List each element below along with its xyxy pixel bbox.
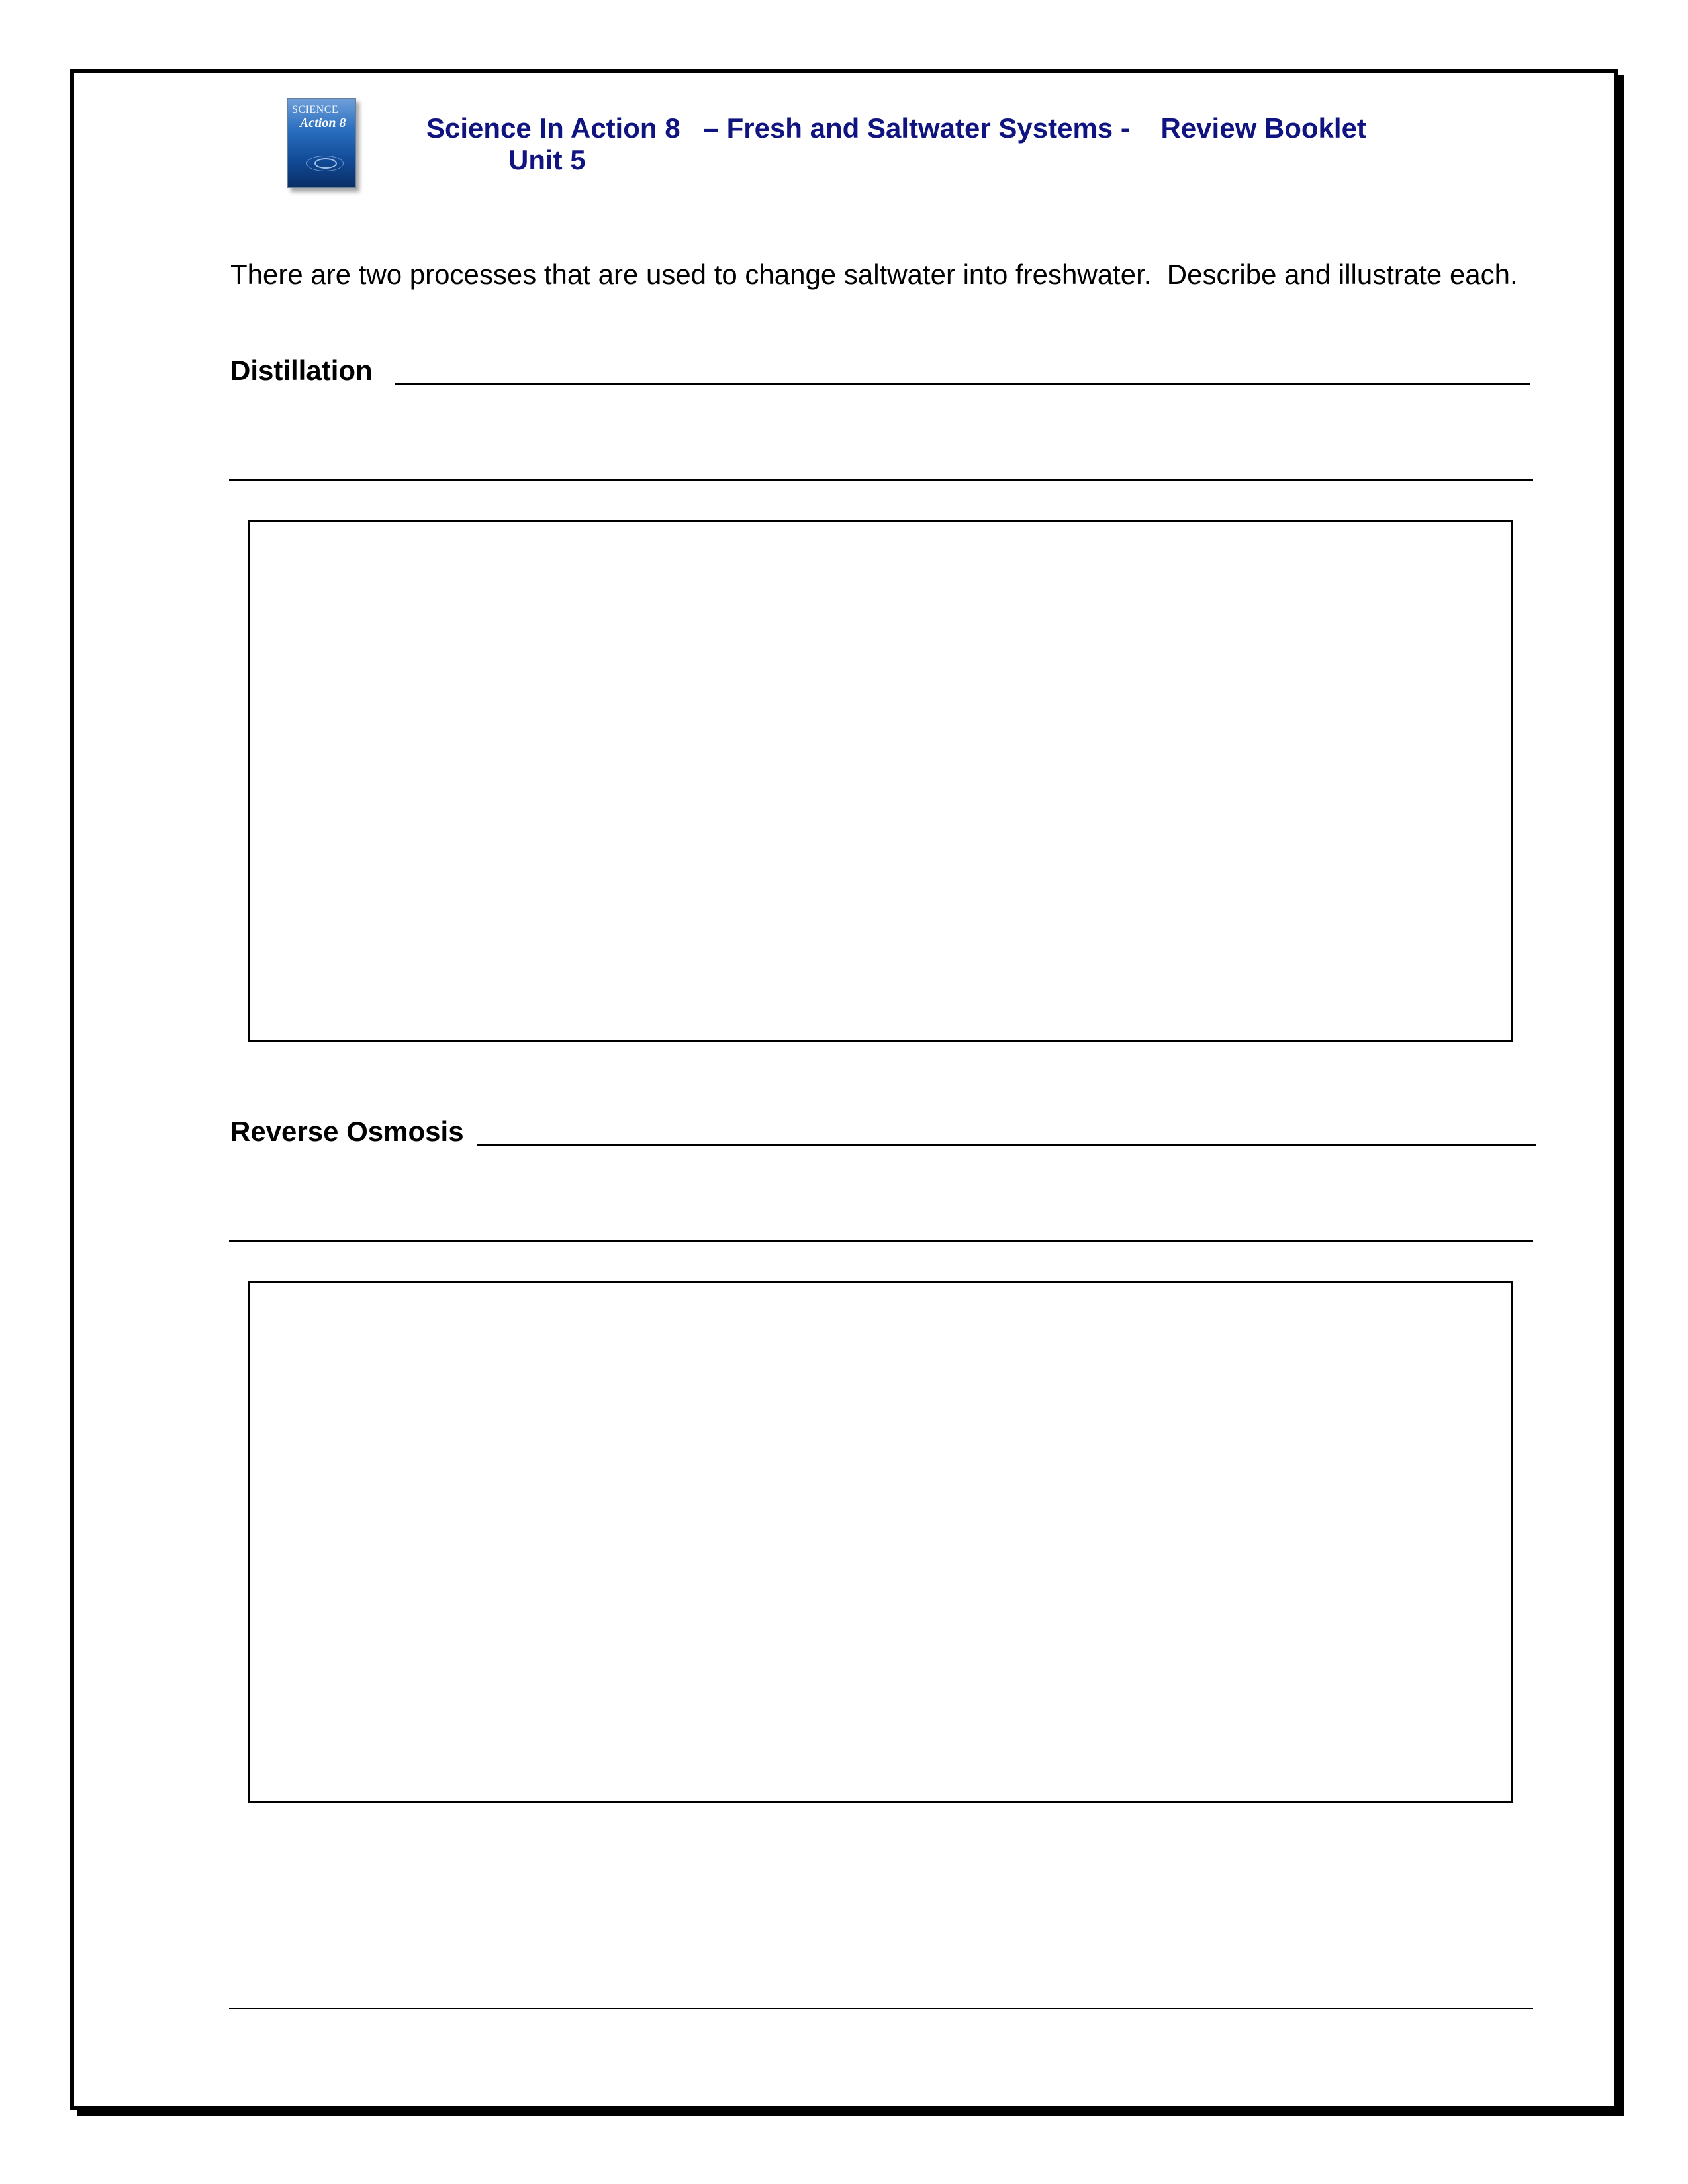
bottom-answer-line[interactable] [229,2008,1533,2009]
header-title: Science In Action 8 – Fresh and Saltwater Systems - Review Booklet [426,113,1366,144]
distillation-answer-line-1[interactable] [395,383,1530,385]
reverse-osmosis-illustration-box[interactable] [248,1281,1513,1803]
distillation-illustration-box[interactable] [248,520,1513,1042]
logo-ripple-inner [314,158,337,169]
reverse-osmosis-answer-line-1[interactable] [477,1144,1536,1146]
textbook-cover-icon [287,98,356,188]
distillation-label: Distillation [230,355,373,386]
reverse-osmosis-label: Reverse Osmosis [230,1116,464,1147]
distillation-answer-line-2[interactable] [229,479,1533,481]
instructions-text: There are two processes that are used to change saltwater into freshwater. Describe and illustrate each. [230,259,1518,290]
logo-action: Action 8 [300,116,346,130]
reverse-osmosis-answer-line-2[interactable] [229,1240,1533,1242]
header-unit: Unit 5 [508,144,586,175]
logo-word: SCIENCE [292,104,339,115]
